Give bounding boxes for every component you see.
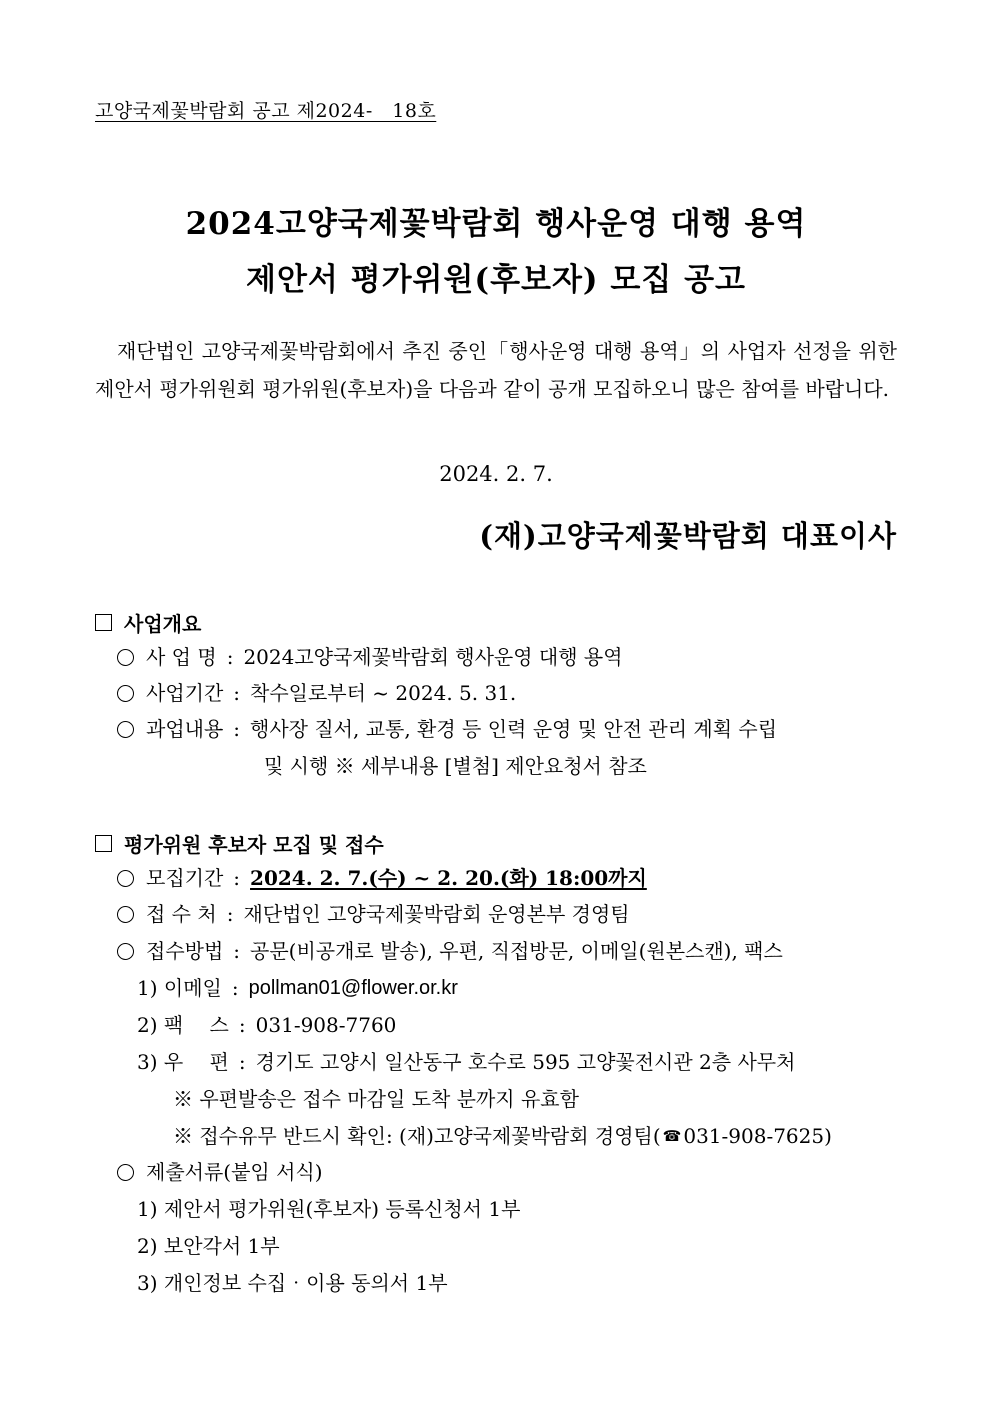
item-label: 모집기간 [146,866,224,890]
section-overview-heading [95,608,201,637]
method-post: 3) 우 편 : 경기도 고양시 일산동구 호수로 595 고양꽃전시관 2층 사무처 [137,1050,796,1074]
item-value: 2024고양국제꽃박람회 행사운영 대행 용역 [243,645,623,669]
circle-bullet-icon [117,1164,134,1181]
doc-item: 1) 제안서 평가위원(후보자) 등록신청서 1부 [137,1197,521,1221]
item-value: 착수일로부터 ~ 2024. 5. 31. [250,681,517,705]
notice-date: 2024. 2. 7. [439,462,553,486]
page-title-line2: 제안서 평가위원(후보자) 모집 공고 [246,262,746,298]
item-label: 접수방법 [146,939,224,963]
intro-text: 재단법인 고양국제꽃박람회에서 추진 중인「행사운영 대행 용역」의 사업자 선정을 위한 제안서 평가위원회 평가위원(후보자)을 다음과 같이 공개 모집하오니 많은 참여를 바랍니다. [95,339,897,401]
page-title-line1: 2024고양국제꽃박람회 행사운영 대행 용역 [185,206,807,242]
overview-item-scope: 과업내용 : 행사장 질서, 교통, 환경 등 인력 운영 및 안전 관리 계획 수립 [117,715,777,743]
circle-bullet-icon [117,685,134,702]
item-value: 행사장 질서, 교통, 환경 등 인력 운영 및 안전 관리 계획 수립 [250,717,778,741]
item-value: 재단법인 고양국제꽃박람회 운영본부 경영팀 [243,902,630,926]
overview-item-scope-cont: 및 시행 ※ 세부내용 [별첨] 제안요청서 참조 [264,754,647,778]
section-recruit-title: 평가위원 후보자 모집 및 접수 [124,833,384,857]
circle-bullet-icon [117,721,134,738]
square-bullet-icon [95,614,112,631]
section-recruit-heading [95,829,384,858]
item-label: 과업내용 [146,717,224,741]
item-label: 접 수 처 [146,902,217,926]
item-label: 2) 팩 스 [137,1013,229,1037]
confirm-phone-number: 031-908-7625) [683,1124,832,1148]
recruit-place: 접 수 처 : 재단법인 고양국제꽃박람회 운영본부 경영팀 [117,900,630,928]
confirm-note [173,1122,832,1150]
square-bullet-icon [95,835,112,852]
section-overview-title: 사업개요 [124,612,202,636]
method-email: 1) 이메일 : pollman01@flower.or.kr [137,976,458,1000]
doc-item: 3) 개인정보 수집‧이용 동의서 1부 [137,1271,448,1295]
item-label: 1) 이메일 [137,976,222,1000]
circle-bullet-icon [117,649,134,666]
intro-paragraph [95,332,897,408]
item-value: 공문(비공개로 발송), 우편, 직접방문, 이메일(원본스캔), 팩스 [250,939,783,963]
docs-heading [117,1158,323,1186]
notice-number: 고양국제꽃박람회 공고 제2024- 18호 [95,100,437,122]
docs-heading-text: 제출서류(붙임 서식) [146,1160,323,1184]
doc-item: 2) 보안각서 1부 [137,1234,280,1258]
confirm-note-text: ※ 접수유무 반드시 확인: (재)고양국제꽃박람회 경영팀( [173,1124,661,1148]
item-label: 사 업 명 [146,645,217,669]
circle-bullet-icon [117,870,134,887]
fax-number: 031-908-7760 [255,1013,397,1037]
item-label: 사업기간 [146,681,224,705]
circle-bullet-icon [117,906,134,923]
issuer: (재)고양국제꽃박람회 대표이사 [479,519,897,553]
item-label: 3) 우 편 [137,1050,229,1074]
post-note: ※ 우편발송은 접수 마감일 도착 분까지 유효함 [173,1087,579,1111]
method-fax: 2) 팩 스 : 031-908-7760 [137,1013,397,1037]
overview-item-name: 사 업 명 : 2024고양국제꽃박람회 행사운영 대행 용역 [117,643,623,671]
circle-bullet-icon [117,943,134,960]
post-address: 경기도 고양시 일산동구 호수로 595 고양꽃전시관 2층 사무처 [255,1050,796,1074]
phone-icon: ☎ [662,1127,682,1145]
recruit-method: 접수방법 : 공문(비공개로 발송), 우편, 직접방문, 이메일(원본스캔), 팩스 [117,937,783,965]
item-value: 2024. 2. 7.(수) ~ 2. 20.(화) 18:00까지 [250,866,647,890]
recruit-period: 모집기간 : 2024. 2. 7.(수) ~ 2. 20.(화) 18:00까지 [117,864,647,892]
email-address: pollman01@flower.or.kr [248,977,458,999]
overview-item-period: 사업기간 : 착수일로부터 ~ 2024. 5. 31. [117,679,516,707]
